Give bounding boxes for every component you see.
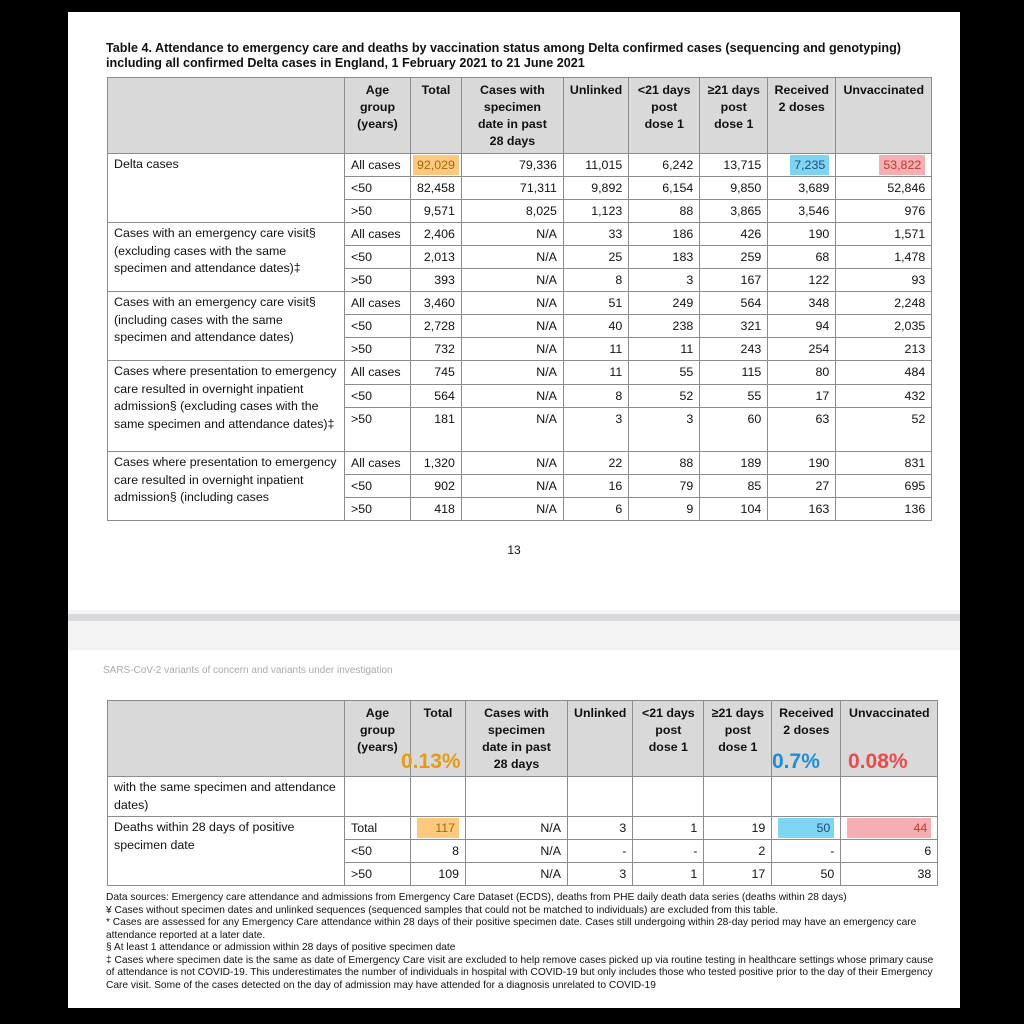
age-group-cell: <50 <box>345 177 411 200</box>
age-group-cell: All cases <box>345 452 411 475</box>
table-body <box>108 154 932 521</box>
footnote: Data sources: Emergency care attendance and admissions from Emergency Care Dataset (ECDS), deaths from PHE daily death data series (deaths within 28 days) <box>106 892 847 903</box>
total-cell: 109 <box>411 863 466 886</box>
header-line: Unvaccinated <box>843 83 925 97</box>
unvaccinated-cell <box>836 154 932 177</box>
age-group-cell: Total <box>345 817 411 840</box>
unvaccinated-cell: 976 <box>836 200 932 223</box>
specimen-cell: N/A <box>461 292 563 315</box>
total-cell <box>411 817 466 840</box>
age-group-cell: <50 <box>345 385 411 408</box>
attendance-table <box>107 77 932 521</box>
unvaccinated-cell: 1,478 <box>836 246 932 269</box>
ge21-cell: 55 <box>700 385 768 408</box>
specimen-cell: N/A <box>466 863 568 886</box>
age-group-cell: All cases <box>345 154 411 177</box>
row-group-label: Cases where presentation to emergency care resulted in overnight inpatient admission§ (excluding cases with the same specimen and attendance dates)‡ <box>108 361 345 452</box>
lt21-cell: 88 <box>629 452 700 475</box>
specimen-cell: N/A <box>461 408 563 452</box>
ge21-cell: 115 <box>700 361 768 385</box>
header-line: 2 doses <box>783 723 830 737</box>
highlighted-value: 92,029 <box>413 155 459 175</box>
ge21-cell: 17 <box>704 863 772 886</box>
total-cell: 8 <box>411 840 466 863</box>
table-row <box>108 452 932 475</box>
received-2-doses-cell: 190 <box>768 223 836 246</box>
empty-cell <box>841 777 938 817</box>
unvaccinated-cell: 93 <box>836 269 932 292</box>
row-group-label: Cases with an emergency care visit§ (including cases with the same specimen and attendance dates) <box>108 292 345 361</box>
lt21-cell: 238 <box>629 315 700 338</box>
unlinked-cell: 8 <box>563 269 628 292</box>
specimen-cell: N/A <box>466 817 568 840</box>
received-2-doses-cell: - <box>772 840 841 863</box>
age-group-cell: >50 <box>345 338 411 361</box>
received-2-doses-cell: 17 <box>768 385 836 408</box>
unvaccinated-cell: 38 <box>841 863 938 886</box>
specimen-cell: 8,025 <box>461 200 563 223</box>
highlighted-value: 7,235 <box>790 155 829 175</box>
received-2-doses-cell: 50 <box>772 863 841 886</box>
received-2-doses-cell: 27 <box>768 475 836 498</box>
age-group-cell: <50 <box>345 840 411 863</box>
header-line: date in past <box>482 740 551 754</box>
received-2-doses-cell: 122 <box>768 269 836 292</box>
age-group-cell: >50 <box>345 200 411 223</box>
total-cell: 3,460 <box>411 292 462 315</box>
header-line: (years) <box>357 740 398 754</box>
specimen-cell: 79,336 <box>461 154 563 177</box>
ge21-cell: 3,865 <box>700 200 768 223</box>
age-group-cell: >50 <box>345 408 411 452</box>
total-cell: 1,320 <box>411 452 462 475</box>
header-line: post <box>720 100 747 114</box>
unvaccinated-percent-annotation: 0.08% <box>848 750 908 773</box>
unvaccinated-cell: 484 <box>836 361 932 385</box>
header-line: Unlinked <box>574 706 627 720</box>
specimen-cell: 71,311 <box>461 177 563 200</box>
received-2-doses-cell <box>772 817 841 840</box>
specimen-cell: N/A <box>461 338 563 361</box>
table-row <box>108 361 932 385</box>
total-cell: 82,458 <box>411 177 462 200</box>
lt21-cell: 183 <box>629 246 700 269</box>
row-group-label: Delta cases <box>108 154 345 223</box>
unlinked-cell: 40 <box>563 315 628 338</box>
unlinked-cell: 6 <box>563 498 628 521</box>
unvaccinated-cell: 831 <box>836 452 932 475</box>
header-line: dose 1 <box>644 117 684 131</box>
row-group-label: Cases where presentation to emergency care resulted in overnight inpatient admission§ (including cases <box>108 452 345 521</box>
header-line: Unvaccinated <box>849 706 930 720</box>
total-cell: 418 <box>411 498 462 521</box>
unlinked-cell: 3 <box>568 863 633 886</box>
header-total <box>411 78 462 154</box>
ge21-cell: 189 <box>700 452 768 475</box>
header-line: post <box>651 100 678 114</box>
total-cell: 902 <box>411 475 462 498</box>
unvaccinated-cell: 6 <box>841 840 938 863</box>
empty-cell <box>633 777 704 817</box>
header-blank <box>108 701 345 777</box>
header-line: 2 doses <box>778 100 825 114</box>
footnote: § At least 1 attendance or admission within 28 days of positive specimen date <box>106 942 456 953</box>
table-row <box>108 292 932 315</box>
header-line: dose 1 <box>714 117 754 131</box>
footnotes <box>106 892 936 992</box>
total-cell: 2,406 <box>411 223 462 246</box>
unlinked-cell: 1,123 <box>563 200 628 223</box>
header-specimen <box>461 78 563 154</box>
ge21-cell: 60 <box>700 408 768 452</box>
empty-cell <box>772 777 841 817</box>
ge21-cell: 104 <box>700 498 768 521</box>
lt21-cell: 249 <box>629 292 700 315</box>
header-line: specimen <box>487 723 546 737</box>
lt21-cell: 3 <box>629 408 700 452</box>
age-group-cell: <50 <box>345 475 411 498</box>
lt21-cell: 186 <box>629 223 700 246</box>
specimen-cell: N/A <box>466 840 568 863</box>
lt21-cell: - <box>633 840 704 863</box>
footnote: * Cases are assessed for any Emergency Care attendance within 28 days of their positive specimen date. Cases still undergoing within 28-day period may have an emergency care attendance reported at a later date. <box>106 917 917 941</box>
header-line: (years) <box>357 117 398 131</box>
lt21-cell: 88 <box>629 200 700 223</box>
header-line: Received <box>779 706 834 720</box>
highlighted-value: 53,822 <box>879 155 925 175</box>
total-cell <box>411 154 462 177</box>
table-row <box>108 777 938 817</box>
header-line: dose 1 <box>718 740 758 754</box>
total-cell: 564 <box>411 385 462 408</box>
specimen-cell: N/A <box>461 452 563 475</box>
specimen-cell: N/A <box>461 246 563 269</box>
ge21-cell: 426 <box>700 223 768 246</box>
lt21-cell: 1 <box>633 817 704 840</box>
ge21-cell: 85 <box>700 475 768 498</box>
header-line: Cases with <box>480 83 545 97</box>
header-line: ≥21 days <box>711 706 764 720</box>
lt21-cell: 6,154 <box>629 177 700 200</box>
received-2-doses-cell: 163 <box>768 498 836 521</box>
received-percent-annotation: 0.7% <box>772 750 820 773</box>
empty-cell <box>345 777 411 817</box>
unlinked-cell: 11 <box>563 361 628 385</box>
header-line: Total <box>421 83 451 97</box>
unlinked-cell: 25 <box>563 246 628 269</box>
header-line: <21 days <box>637 83 691 97</box>
deaths-table <box>107 700 938 886</box>
header-age-group <box>345 78 411 154</box>
empty-cell <box>568 777 633 817</box>
ge21-cell: 13,715 <box>700 154 768 177</box>
header-line: group <box>359 100 396 114</box>
unlinked-cell: 22 <box>563 452 628 475</box>
unvaccinated-cell: 2,248 <box>836 292 932 315</box>
header-line: post <box>724 723 751 737</box>
unlinked-cell: 11 <box>563 338 628 361</box>
specimen-cell: N/A <box>461 315 563 338</box>
lt21-cell: 3 <box>629 269 700 292</box>
ge21-cell: 167 <box>700 269 768 292</box>
header-ge21 <box>704 701 772 777</box>
lt21-cell: 11 <box>629 338 700 361</box>
total-cell: 393 <box>411 269 462 292</box>
unlinked-cell: 3 <box>568 817 633 840</box>
unlinked-cell: 51 <box>563 292 628 315</box>
lt21-cell: 79 <box>629 475 700 498</box>
header-received-2-doses <box>768 78 836 154</box>
unlinked-cell: 16 <box>563 475 628 498</box>
specimen-cell: N/A <box>461 385 563 408</box>
received-2-doses-cell: 3,546 <box>768 200 836 223</box>
header-specimen <box>466 701 568 777</box>
total-cell: 745 <box>411 361 462 385</box>
received-2-doses-cell: 254 <box>768 338 836 361</box>
unlinked-cell: 9,892 <box>563 177 628 200</box>
unlinked-cell: 8 <box>563 385 628 408</box>
age-group-cell: >50 <box>345 498 411 521</box>
highlighted-value: 44 <box>847 818 931 838</box>
unvaccinated-cell: 432 <box>836 385 932 408</box>
received-2-doses-cell: 348 <box>768 292 836 315</box>
page-number: 13 <box>507 543 521 557</box>
age-group-cell: All cases <box>345 361 411 385</box>
ge21-cell: 2 <box>704 840 772 863</box>
received-2-doses-cell: 63 <box>768 408 836 452</box>
age-group-cell: <50 <box>345 315 411 338</box>
table-title: Table 4. Attendance to emergency care and deaths by vaccination status among Delta confirmed cases (sequencing and genotyping) including all confirmed Delta cases in England, 1 February 2021 to 21 June 2021 <box>106 41 902 70</box>
header-lt21 <box>629 78 700 154</box>
specimen-cell: N/A <box>461 361 563 385</box>
header-line: 28 days <box>493 757 540 771</box>
header-line: group <box>359 723 396 737</box>
row-group-label: with the same specimen and attendance dates) <box>108 777 345 817</box>
lt21-cell: 9 <box>629 498 700 521</box>
header-ge21 <box>700 78 768 154</box>
unvaccinated-cell: 213 <box>836 338 932 361</box>
running-head: SARS-CoV-2 variants of concern and variants under investigation <box>103 665 393 676</box>
header-unlinked <box>563 78 628 154</box>
header-line: Age <box>365 706 390 720</box>
lt21-cell: 55 <box>629 361 700 385</box>
total-cell: 181 <box>411 408 462 452</box>
received-2-doses-cell: 80 <box>768 361 836 385</box>
age-group-cell: >50 <box>345 863 411 886</box>
unlinked-cell: - <box>568 840 633 863</box>
total-cell: 2,728 <box>411 315 462 338</box>
table-header <box>108 78 932 154</box>
footnote: ¥ Cases without specimen dates and unlinked sequences (sequenced samples that could not be matched to individuals) are excluded from this table. <box>106 904 779 916</box>
header-line: Received <box>774 83 829 97</box>
specimen-cell: N/A <box>461 269 563 292</box>
table-row <box>108 817 938 840</box>
row-group-label: Cases with an emergency care visit§ (excluding cases with the same specimen and attendance dates)‡ <box>108 223 345 292</box>
unvaccinated-cell: 52 <box>836 408 932 452</box>
total-percent-annotation: 0.13% <box>401 750 461 773</box>
specimen-cell: N/A <box>461 498 563 521</box>
ge21-cell: 321 <box>700 315 768 338</box>
report-page-13 <box>68 12 960 610</box>
ge21-cell: 243 <box>700 338 768 361</box>
unlinked-cell: 3 <box>563 408 628 452</box>
unlinked-cell: 33 <box>563 223 628 246</box>
age-group-cell: >50 <box>345 269 411 292</box>
highlighted-value: 117 <box>417 818 459 838</box>
specimen-cell: N/A <box>461 475 563 498</box>
row-group-label: Deaths within 28 days of positive specimen date <box>108 817 345 886</box>
footnote: ‡ Cases where specimen date is the same as date of Emergency Care visit are excluded to help remove cases picked up via routine testing in healthcare settings whose primary cause of attendance is not COVID-19. This underestimates the number of individuals in hospital with COVID-19 but only includes those who tested positive prior to the day of their Emergency Care visit. Some of the cases detected on the day of admission may have attended for a diagnosis unrelated to COVID-19 <box>106 954 934 991</box>
ge21-cell: 564 <box>700 292 768 315</box>
unvaccinated-cell: 695 <box>836 475 932 498</box>
header-line: <21 days <box>641 706 695 720</box>
header-line: dose 1 <box>648 740 688 754</box>
total-cell: 9,571 <box>411 200 462 223</box>
table-row <box>108 154 932 177</box>
empty-cell <box>411 777 466 817</box>
header-line: Unlinked <box>569 83 623 97</box>
received-2-doses-cell: 68 <box>768 246 836 269</box>
header-lt21 <box>633 701 704 777</box>
header-line: specimen <box>483 100 541 114</box>
header-unvaccinated <box>836 78 932 154</box>
header-line: ≥21 days <box>707 83 760 97</box>
received-2-doses-cell: 190 <box>768 452 836 475</box>
ge21-cell: 19 <box>704 817 772 840</box>
empty-cell <box>466 777 568 817</box>
unvaccinated-cell: 136 <box>836 498 932 521</box>
lt21-cell: 6,242 <box>629 154 700 177</box>
ge21-cell: 259 <box>700 246 768 269</box>
received-2-doses-cell <box>768 154 836 177</box>
total-cell: 732 <box>411 338 462 361</box>
specimen-cell: N/A <box>461 223 563 246</box>
header-line: Total <box>423 706 453 720</box>
report-page-14 <box>68 650 960 1008</box>
table-body <box>108 777 938 886</box>
header-line: date in past <box>477 117 547 131</box>
empty-cell <box>704 777 772 817</box>
header-line: post <box>655 723 682 737</box>
highlighted-value: 50 <box>778 818 834 838</box>
header-line: 28 days <box>489 134 536 148</box>
ge21-cell: 9,850 <box>700 177 768 200</box>
header-line: Cases with <box>484 706 549 720</box>
page-divider <box>68 610 960 650</box>
header-line: Age <box>365 83 390 97</box>
lt21-cell: 52 <box>629 385 700 408</box>
unvaccinated-cell: 1,571 <box>836 223 932 246</box>
received-2-doses-cell: 94 <box>768 315 836 338</box>
age-group-cell: <50 <box>345 246 411 269</box>
header-unlinked <box>568 701 633 777</box>
age-group-cell: All cases <box>345 292 411 315</box>
age-group-cell: All cases <box>345 223 411 246</box>
unvaccinated-cell: 2,035 <box>836 315 932 338</box>
unvaccinated-cell: 52,846 <box>836 177 932 200</box>
total-cell: 2,013 <box>411 246 462 269</box>
table-row <box>108 223 932 246</box>
unvaccinated-cell <box>841 817 938 840</box>
header-blank <box>108 78 345 154</box>
lt21-cell: 1 <box>633 863 704 886</box>
received-2-doses-cell: 3,689 <box>768 177 836 200</box>
unlinked-cell: 11,015 <box>563 154 628 177</box>
